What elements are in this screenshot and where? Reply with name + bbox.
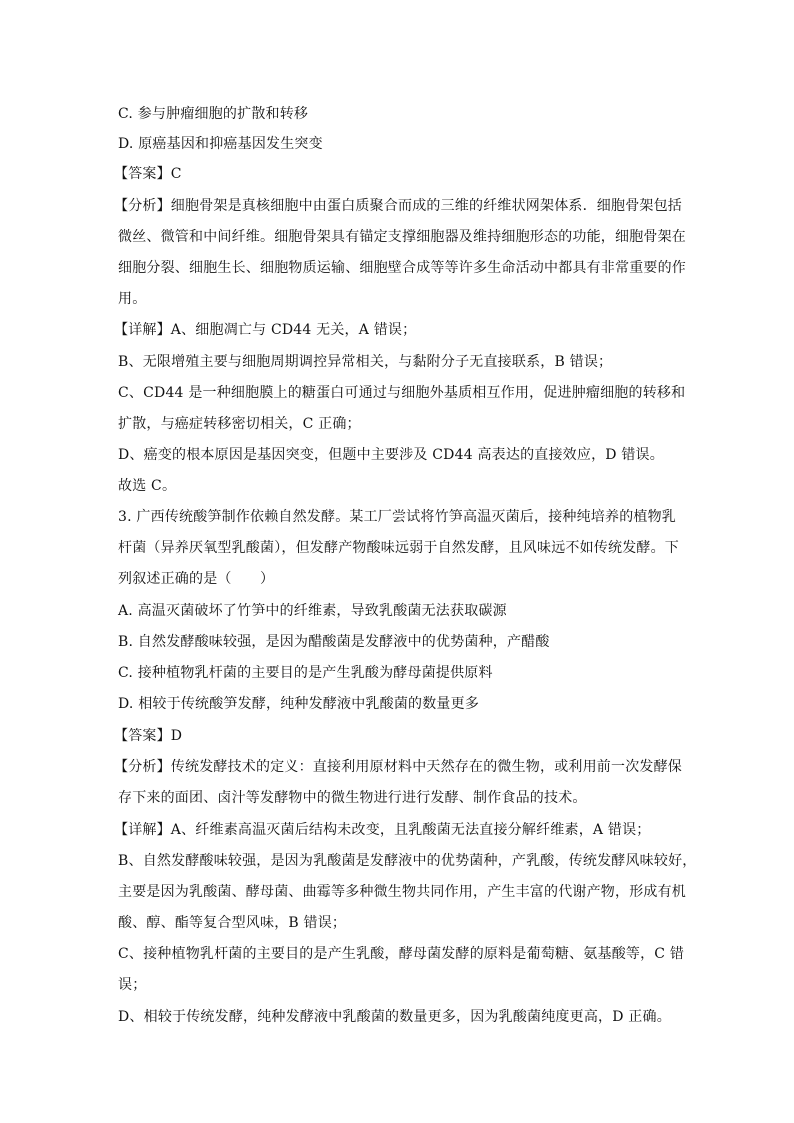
q3-detail-line-7: D、相较于传统发酵，纯种发酵液中乳酸菌的数量更多，因为乳酸菌纯度更高，D 正确。 bbox=[118, 1009, 671, 1025]
q3-stem-line-3: 列叙述正确的是（ ） bbox=[118, 571, 275, 587]
q3-answer: 【答案】D bbox=[114, 728, 183, 744]
q2-detail-line-5: D、癌变的根本原因是基因突变，但题中主要涉及 CD44 高表达的直接效应，D 错误。 bbox=[118, 447, 664, 463]
q2-option-c: C. 参与肿瘤细胞的扩散和转移 bbox=[118, 106, 309, 122]
q3-detail-line-5: C、接种植物乳杆菌的主要目的是产生乳酸，酵母菌发酵的原料是葡萄糖、氨基酸等，C 错 bbox=[118, 946, 685, 962]
q3-option-d: D. 相较于传统酸笋发酵，纯种发酵液中乳酸菌的数量更多 bbox=[118, 696, 480, 712]
q2-detail-line-2: B、无限增殖主要与细胞周期调控异常相关，与黏附分子无直接联系，B 错误； bbox=[118, 354, 613, 370]
q3-stem-line-1: 3. 广西传统酸笋制作依赖自然发酵。某工厂尝试将竹笋高温灭菌后，接种纯培养的植物乳 bbox=[118, 509, 677, 525]
q3-detail-line-2: B、自然发酵酸味较强，是因为乳酸菌是发酵液中的优势菌种，产乳酸，传统发酵风味较好， bbox=[118, 853, 697, 869]
q2-analysis-line-1: 【分析】细胞骨架是真核细胞中由蛋白质聚合而成的三维的纤维状网架体系．细胞骨架包括 bbox=[114, 198, 682, 214]
q2-analysis-line-4: 用。 bbox=[118, 291, 147, 307]
q3-stem-line-2: 杆菌（异养厌氧型乳酸菌），但发酵产物酸味远弱于自然发酵，且风味远不如传统发酵。下 bbox=[118, 540, 679, 556]
q3-detail-line-6: 误； bbox=[118, 977, 147, 993]
q2-detail-line-1: 【详解】A、细胞凋亡与 CD44 无关，A 错误； bbox=[114, 322, 417, 338]
q2-option-d: D. 原癌基因和抑癌基因发生突变 bbox=[118, 136, 323, 152]
q2-answer: 【答案】C bbox=[114, 166, 182, 182]
q3-detail-line-1: 【详解】A、纤维素高温灭菌后结构未改变，且乳酸菌无法直接分解纤维素，A 错误； bbox=[114, 822, 651, 838]
q2-detail-line-3: C、CD44 是一种细胞膜上的糖蛋白可通过与细胞外基质相互作用，促进肿瘤细胞的转移和 bbox=[118, 385, 686, 401]
q2-detail-line-6: 故选 C。 bbox=[118, 478, 177, 494]
q3-detail-line-3: 主要是因为乳酸菌、酵母菌、曲霉等多种微生物共同作用，产生丰富的代谢产物，形成有机 bbox=[118, 884, 686, 900]
q3-option-a: A. 高温灭菌破坏了竹笋中的纤维素，导致乳酸菌无法获取碳源 bbox=[118, 603, 507, 619]
q2-detail-line-4: 扩散，与癌症转移密切相关，C 正确； bbox=[118, 416, 361, 432]
q3-detail-line-4: 酸、醇、酯等复合型风味，B 错误； bbox=[118, 915, 347, 931]
q3-analysis-line-2: 存下来的面团、卤汁等发酵物中的微生物进行进行发酵、制作食品的技术。 bbox=[118, 790, 587, 806]
q3-option-b: B. 自然发酵酸味较强，是因为醋酸菌是发酵液中的优势菌种，产醋酸 bbox=[118, 634, 550, 650]
q3-analysis-line-1: 【分析】传统发酵技术的定义：直接利用原材料中天然存在的微生物，或利用前一次发酵保 bbox=[114, 759, 682, 775]
q3-option-c: C. 接种植物乳杆菌的主要目的是产生乳酸为酵母菌提供原料 bbox=[118, 665, 493, 681]
q2-analysis-line-2: 微丝、微管和中间纤维。细胞骨架具有锚定支撑细胞器及维持细胞形态的功能，细胞骨架在 bbox=[118, 229, 686, 245]
q2-analysis-line-3: 细胞分裂、细胞生长、细胞物质运输、细胞壁合成等等许多生命活动中都具有非常重要的作 bbox=[118, 260, 686, 276]
